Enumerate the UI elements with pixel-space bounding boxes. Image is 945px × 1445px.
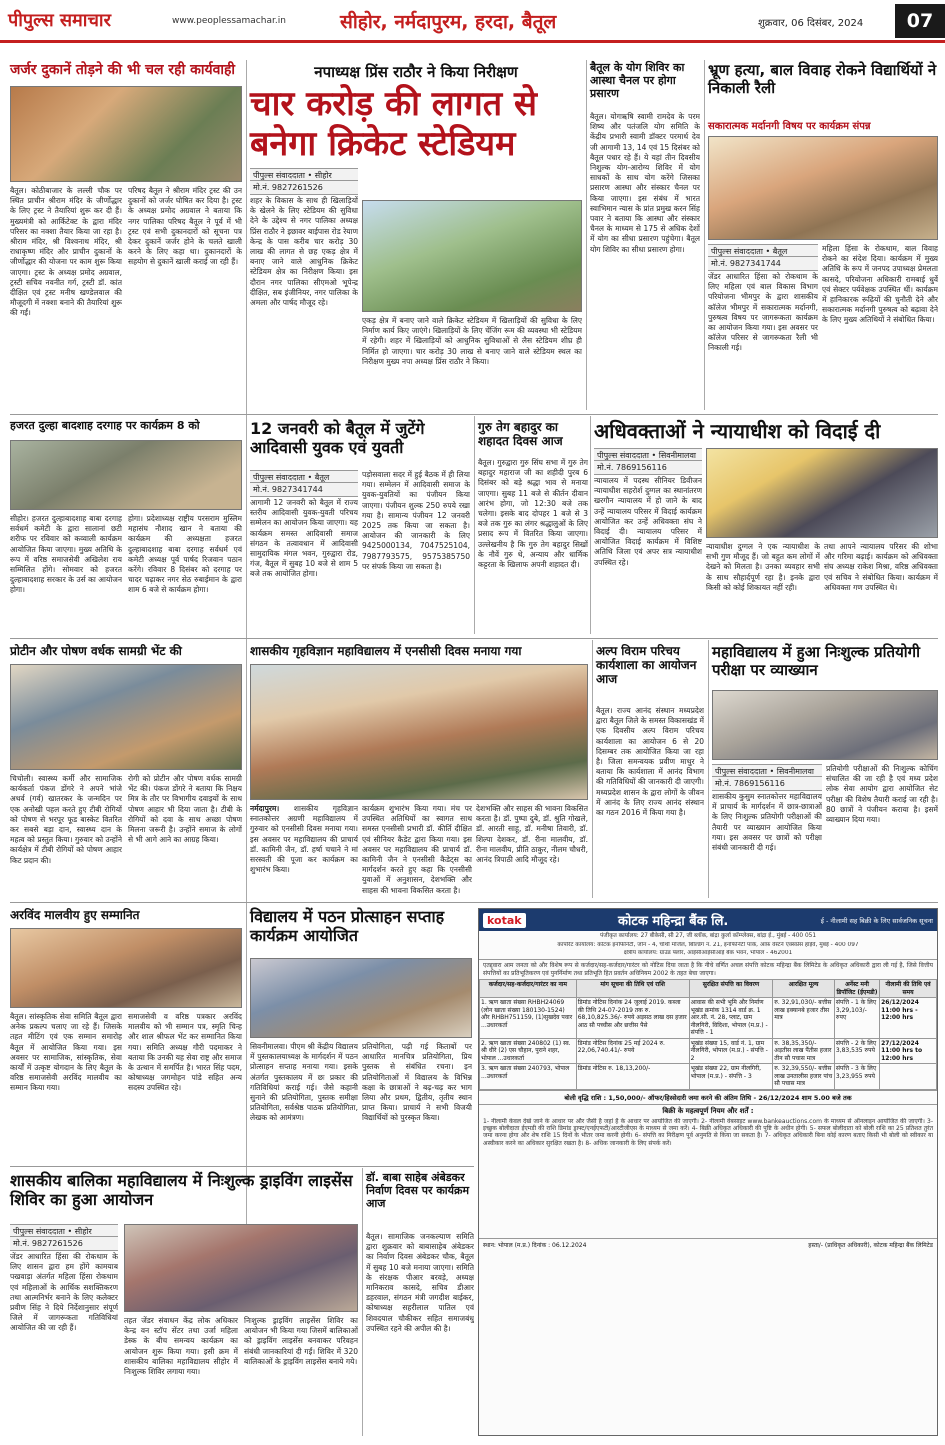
col-demand: मांग सूचना की तिथि एवं राशि	[576, 980, 689, 998]
ambedkar-body: बैतूल। सामाजिक जनकल्याण समिति द्वारा शुक्रवार को बाबासाहेब अंबेडकर का निर्वाण दिवस अंबेडकर चौक, बैतूल में सुबह 10 बजे मनाया जाएगा। समिति के संरक्षक पीआर बरवड़े, अध्यक्ष मानिकराव कासदे, सचिव डीआर डहरवाल, संगठन मंत्री जगदीश बाईकर, कोषाध्यक्ष सहरीलाल पातिल एवं शिवदयाल चौकीकर सहित समाजबंधु उपस्थित रहने की अपील की है।	[366, 1232, 474, 1333]
column-rule	[362, 1168, 363, 1436]
farewell-body-2: न्यायाधीश दुग्गल ने एक न्यायाधीश के सभी गुण मौजूद हैं। जो बहुत कम लोगों में देखने को मिलता है। उनका व्यवहार सभी के साथ सौहार्दपूर्ण रहा है। इनके द्वारा किसी को कोई शिकायत नहीं रही।	[706, 542, 820, 592]
licence-camp-headline: शासकीय बालिका महाविद्यालय में निःशुल्क ड्राइविंग लाइसेंस शिविर का हुआ आयोजन	[10, 1171, 353, 1209]
row-demand: डिमांड नोटिस दिनांक 25 मई 2024 रु. 22,06,740.41/- रुपये	[576, 1038, 689, 1064]
honour-body-1: बैतूल। सांस्कृतिक सेवा समिति बैतूल द्वारा अनेक प्रकल्प चलाए जा रहे हैं। जिसके तहत मीटिंग एवं एक सम्मान समारोह बैतूल में आयोजित किया गया। इस अवसर पर सामाजिक, सांस्कृतिक, सेवा कार्यों में उत्कृष्ट योगदान के लिए बैतूल के वरिष्ठ समाजसेवी अरविंद मालवीय का सम्मान किया गया।	[10, 1012, 122, 1093]
reading-week-photo	[250, 958, 472, 1038]
tribal-headline: 12 जनवरी को बैतूल में जुटेंगे आदिवासी युवक एवं युवती	[250, 419, 425, 457]
ad-footer	[479, 1238, 937, 1251]
rally-body-1: जेंडर आधारित हिंसा को रोकथाम के लिए महिला एवं बाल विकास विभाग परियोजना भीमपुर के द्वारा शासकीय कॉलेज भीमपुर में सकारात्मक मर्दानगी, पुरुषत्व विषय पर जागरूकता कार्यक्रम का आयोजन किया गया। इस अवसर पर कॉलेज परिसर से जागरूकता रैली भी निकाली गई।	[708, 272, 818, 353]
stadium-inspection-photo	[362, 200, 582, 312]
stadium-mobile: मो.नं. 9827261526	[250, 180, 358, 195]
dargah-body-1: सीहोर। हजरत दुल्हाबादशाह बाबा दरगाह सर्वधर्म कमेटी के द्वारा सालानां छटी शरीफ पर रविवार को कव्वाली कार्यक्रम आयोजित किया जाएगा। मुख्य अतिथि के रूप में वरिष्ठ समाजसेवी अखिलेश राय सम्मिलित होंगे। सोमवार को हजरत दुल्हाबादशाह सरकार के उर्स का आयोजन होगा।	[10, 514, 122, 595]
column-rule	[592, 640, 593, 898]
row-emd: संपत्ति - 1 के लिए 3,29,103/- रुपए	[834, 998, 879, 1039]
farewell-mobile: मो.नं. 7869156116	[594, 460, 702, 475]
exam-body-2: प्रतियोगी परीक्षाओं की निःशुल्क कोचिंग संचालित की जा रही है एवं मध्य प्रदेश लोक सेवा आयोग द्वारा आयोजित सेट परीक्षा की विशेष तैयारी कराई जा रही है। 80 छात्रों ने पंजीयन कराया है। इसमें व्याख्यान दिया गया।	[826, 764, 938, 825]
rally-byline: पीपुल्स संवाददाता • बैतूल	[708, 244, 818, 259]
farewell-byline: पीपुल्स संवाददाता • सिवनीमालवा	[594, 448, 702, 463]
row-property: आवास की सभी भूमि और निर्माण भूखंड क्रमांक 1314 वार्ड क्र. 1 आर.सी. नं. 28, प्लाट, ग्राम नीलगिरी, विदिशा, भोपाल (म.प्र.) - संपत्ति - 1	[689, 998, 773, 1039]
bid-increment-line: बोली वृद्धि राशि : 1,50,000/- ऑफर/हिस्सेदारी जमा करने की अंतिम तिथि - 26/12/2024 शाम 5.00 बजे तक	[479, 1090, 937, 1105]
reading-week-headline: विद्यालय में पठन प्रोत्साहन सप्ताह कार्यक्रम आयोजित	[250, 907, 445, 945]
rally-mobile: मो.नं. 9827341744	[708, 256, 818, 271]
protein-body-1: चिचोली। स्वास्थ्य कर्मी और सामाजिक कार्यकर्ता पंकज डोंगरे ने अपने भांजे अथर्व (गर्व) खातरकर के जन्मदिन पर एक अनोखी पहल करते हुए टीबी रोगियों को पोषण से भरपूर फूड बास्केट वितरित कर सबसे बड़ा दान, स्वास्थ्य दान के महत्व को प्रस्तुत किया। गुरुवार को उन्होंने कार्यक्षेत्र में टीबी रोगियों को पोषण आहार किट प्रदान की।	[10, 774, 122, 865]
newspaper-url[interactable]: www.peoplessamachar.in	[172, 16, 286, 26]
section-rule	[10, 1166, 474, 1167]
row-auction: 27/12/2024 11:00 hrs to 12:00 hrs	[880, 1038, 937, 1064]
licence-body-1: जेंडर आधारित हिंसा की रोकथाम के लिए शासन द्वारा हम होंगे कामयाब पखवाड़ा अंतर्गत महिला हिंसा रोकथाम एवं महिलाओं के आर्थिक सशक्तिकरण तथा आत्मनिर्भर बनाने के लिए कलेक्टर प्रवीण सिंह ने दिये निर्देशानुसार संपूर्ण जिले में जागरूकता गतिविधियां आयोजित की जा रही हैं।	[10, 1252, 118, 1333]
row-demand: डिमांड नोटिस दिनांक 24 जुलाई 2019. कब्जा की तिथि 24-07-2019 तक रु. 68,10,825.36/- रुपये अड़सठ लाख दस हजार आठ सौ पच्चीस और छत्तीस पैसे	[576, 998, 689, 1039]
exam-lecture-photo	[712, 690, 938, 760]
ncc-body-3: देशभक्ति और साहस की भावना विकसित करता है। डॉ. पुष्पा दुबे, डॉ. श्रुति गोखले, डॉ. आरती साहू, डॉ. मनीषा तिवारी, डॉ. शिल्पा देशकर, डॉ. रीना मालवीय, डॉ. रीना मालवीय, प्रीति ठाकुर, नीलम चौधरी, आनंद त्रिपाठी आदि मौजूद रहे।	[476, 804, 588, 865]
row-borrower: 3. ऋण खाता संख्या 240793, भोपाल ...उधारकर्ता	[480, 1064, 577, 1090]
col-borrower: कर्जदार/सह-कर्जदार/गारंटर का नाम	[480, 980, 577, 998]
col-emd: अर्नेस्ट मनी डिपॉजिट (ईएमडी)	[834, 980, 879, 998]
protein-distribution-photo	[10, 664, 242, 770]
exam-body-1: शासकीय कुसुम स्नातकोत्तर महाविद्यालय में प्राचार्य के मार्गदर्शन में छात्र-छात्राओं के लिए निःशुल्क प्रतियोगी परीक्षाओं की तैयारी पर व्याख्यान आयोजित किया गया। इस अवसर पर छात्रों को परीक्षा संबंधी जानकारी दी गई।	[712, 792, 822, 853]
dargah-photo	[10, 440, 242, 510]
licence-byline: पीपुल्स संवाददाता • सीहोर	[10, 1224, 118, 1239]
row-auction: 26/12/2024 11:00 hrs - 12:00 hrs	[880, 998, 937, 1039]
page-number: 07	[895, 4, 945, 38]
edition-districts: सीहोर, नर्मदापुरम, हरदा, बैतूल	[340, 11, 557, 33]
column-rule	[474, 416, 475, 634]
exam-byline: पीपुल्स संवाददाता • सिवनीमालवा	[712, 764, 822, 779]
row-borrower: 2. ऋण खाता संख्या 240802 (1) स्व. श्री धीरे (2) एस चौहान, पुराने शहर, भोपाल ...उधारकर्ता	[480, 1038, 577, 1064]
issue-date: शुक्रवार, 06 दिसंबर, 2024	[758, 18, 864, 29]
story-demolition-body-1: बैतूल। कोठीबाजार के लल्ली चौक पर स्थित प्राचीन श्रीराम मंदिर के जीर्णोद्धार के लिए ट्रस्ट ने तैयारियां शुरू कर दी हैं। मुख्यमंत्री को आर्किटेक्ट के द्वारा मंदिर परिसर का नक्शा तैयार किया जा रहा है। श्रीराम मंदिर, श्री विश्वनाथ मंदिर, श्री राधाकृष्ण मंदिर और प्राचीन दुकानों के जीर्णोद्धार की योजना पर काम शुरू किया जाएगा। ट्रस्ट के अध्यक्ष प्रमोद अग्रवाल, ट्रस्टी सचिव नवनीत गर्ग, ट्रस्टी डॉ. कांत दीक्षित एवं ट्रस्ट मनीष खण्डेलवाल की मौजूदगी में नक्शा बनाने की तैयारियां शुरू की गईं।	[10, 186, 122, 318]
yoga-body: बैतूल। योगऋषि स्वामी रामदेव के परम शिष्य और पतंजलि योग समिति के केंद्रीय प्रभारी स्वामी डॉक्टर परमार्थ देव जी आगामी 13, 14 एवं 15 दिसंबर को बैतूल पधार रहे हैं। ये यहां तीन दिवसीय निशुल्क योग-आरोग्य शिविर में योग साधकों के साथ योग करेंगे जिसका प्रसारण आस्था और संस्कार चैनल पर किया जाएगा। इस संबंध में भारत स्वाभिमान न्यास के प्रांत प्रमुख करन सिंह पवार ने बताया कि आस्था और संस्कार चैनल के माध्यम से 175 से अधिक देशों में योग का सीधा प्रसारण पहुंचेगा। बैतूल योग शिविर का सीधा प्रसारण होगा।	[590, 112, 700, 254]
ad-signature: हस्ता/- (प्राधिकृत अधिकारी), कोटक महिन्द्रा बैंक लिमिटेड	[808, 1241, 933, 1249]
masthead-rule	[0, 40, 945, 43]
tribal-body-1: आगामी 12 जनवरी को बैतूल में राज्य स्तरीय आदिवासी युवक-युवती परिचय सम्मेलन का आयोजन किया जाएगा। यह कार्यक्रम समस्त आदिवासी समाज संगठन के तत्वावधान में आदिवासी सामुदायिक मंगल भवन, गुरुद्वारा रोड, गंज, बैतूल में सुबह 10 बजे से शाम 5 बजे तक आयोजित होगा।	[250, 498, 358, 579]
terms-title: बिक्री के महत्वपूर्ण नियम और शर्तें :	[662, 1106, 754, 1115]
column-rule	[246, 60, 247, 1270]
farewell-body-1: न्यायालय में पदस्थ सीनियर डिवीजन न्यायाधीश सहरोर्श दुग्गल का स्थानांतरण खरगौन न्यायालय में हो जाने के बाद उन्हें न्यायालय परिसर में विदाई कार्यक्रम आयोजित कर उन्हें अधिवक्ता संघ ने विदाई दी। न्यायालय परिसर में आयोजित विदाई कार्यक्रम में विशिष्ट अतिथि जिला एवं अपर सत्र न्यायाधीश उपस्थित रहे।	[594, 476, 702, 567]
exam-mobile: मो.नं. 7869156116	[712, 776, 822, 791]
farewell-body-3: तथा आपने न्यायालय परिसर की शोभा और गरिमा बढ़ाई। कार्यक्रम को अधिवक्ता संघ अध्यक्ष राकेश मिश्रा, वरिष्ठ अधिवक्ता एवं सचिव ने संबोधित किया। कार्यक्रम में अधिवक्ता गण उपस्थित थे।	[824, 542, 938, 592]
rally-kicker: सकारात्मक मर्दानगी विषय पर कार्यक्रम संपन्न	[708, 121, 871, 132]
kotak-logo: kotak	[483, 913, 526, 928]
farewell-headline: अधिवक्ताओं ने न्यायाधीश को विदाई दी	[594, 419, 881, 443]
section-rule	[10, 638, 938, 639]
stadium-body-1: शहर के विकास के साथ ही खिलाड़ियों के खेलने के लिए स्टेडियम की सुविधा देने के उद्देश्य से नगर पालिका अध्यक्ष प्रिंस राठौर ने इछावर बाईपास रोड रेयाण केन्द्र के पास करीब चार करोड़ 30 लाख की लागत से छह एकड़ क्षेत्र में बनाए जाने वाले आधुनिक क्रिकेट स्टेडियम क्षेत्र का निरीक्षण किया। इस दौरान नगर पालिका सीएमओ भूपेन्द्र दीक्षित, सब इंजीनियर, नगर पालिका के अमला और पार्षद मौजूद रहे।	[250, 196, 358, 308]
column-rule	[590, 416, 591, 634]
protein-body-2: रोगी को प्रोटीन और पोषण वर्धक सामग्री भेंट की। पंकज डोंगरे ने बताया कि निक्षय मित्र के तौर पर विभागीय दवाइयों के साथ पोषण आहार भी दिया जाता है। टीबी के रोगियों को दवा के साथ अच्छा पोषण मिलना जरूरी है। उन्होंने समाज के लोगों से भी आगे आने का आग्रह किया।	[128, 774, 242, 845]
row-emd: संपत्ति - 2 के लिए 3,83,535 रुपये	[834, 1038, 879, 1064]
table-row	[480, 998, 937, 1039]
yoga-headline: बैतूल के योग शिविर का आस्था चैनल पर होगा प्रसारण	[590, 61, 685, 100]
stadium-byline: पीपुल्स संवाददाता • सीहोर	[250, 168, 358, 183]
row-reserve: रु. 32,91,030/- बत्तीस लाख इक्यानबे हजार तीस मात्र	[773, 998, 835, 1039]
tribal-mobile: मो.नं. 9827341744	[250, 482, 358, 497]
ncc-body-1-text: शासकीय गृहविज्ञान स्नातकोत्तर अग्रणी महाविद्यालय में गुरुवार को एनसीसी दिवस मनाया गया। इस अवसर पर महाविद्यालय की प्राचार्य डॉ. कामिनी जैन, डॉ. हर्षा चचाने ने मां सरस्वती की पूजा कर कार्यक्रम का शुभारंभ किया।	[250, 804, 358, 875]
row-property: भूखंड संख्या 22, ग्राम नीलगिरी, भोपाल (म.प्र.) - संपत्ति - 3	[689, 1064, 773, 1090]
bank-title: कोटक महिन्द्रा बैंक लि.	[618, 914, 729, 929]
honour-headline: अरविंद मालवीय हुए सम्मानित	[10, 908, 140, 922]
stadium-body-2: एकड़ क्षेत्र में बनाए जाने वाले क्रिकेट स्टेडियम में खिलाड़ियों की सुविधा के लिए निर्माण कार्य किए जाएंगे। खिलाड़ियों के लिए चेंजिंग रूम की व्यवस्था भी स्टेडियम में रहेगी। शहर में खिलाड़ियों को आधुनिक सुविधाओं से लैस स्टेडियम शीघ्र ही निर्मित हो जाएगा। चार करोड़ 30 लाख से बनाए जाने वाले स्टेडियम स्थल का निरीक्षण मुख्य नपा अध्यक्ष प्रिंस राठौर ने किया।	[362, 316, 582, 366]
newspaper-brand: पीपुल्स समाचार	[8, 10, 111, 31]
tribal-body-2: पड़ोसवाला सदर में हुई बैठक में ही लिया गया। सम्मेलन में आदिवासी समाज के युवक-युवतियों का पंजीयन किया जाएगा। पंजीयन शुल्क 250 रुपये रखा गया है। सामान्य पंजीयन 12 जनवरी 2025 तक किया जा सकता है। आयोजन की जानकारी के लिए 9425000134, 7047525104, 7987793575, 9575385750 पर संपर्क किया जा सकता है।	[362, 470, 470, 571]
row-reserve: रु. 32,39,550/- बत्तीस लाख उनतालीस हजार पांच सौ पचास मात्र	[773, 1064, 835, 1090]
bank-corporate-address: कार्पोरेट कार्यालय: कोटक इनफिनिटी, जोन - 4, चौथी मंजिल, बिल्डिंग नं. 21, इनफिनिटी पार्क, ऑफ़ वेस्टर्न एक्सप्रेस हाईवे, मुंबई - 400 097	[557, 942, 859, 949]
protein-headline: प्रोटीन और पोषण वर्धक सामग्री भेंट की	[10, 644, 182, 658]
rally-headline: भ्रूण हत्या, बाल विवाह रोकने विद्यार्थियों ने निकाली रैली	[708, 61, 937, 97]
story-demolition-headline: जर्जर दुकानें तोड़ने की भी चल रही कार्यवाही	[10, 62, 236, 78]
bank-auction-ad	[478, 908, 938, 1436]
exam-lecture-headline: महाविद्यालय में हुआ निःशुल्क प्रतियोगी परीक्षा पर व्याख्यान	[712, 643, 921, 679]
row-borrower: 1. ऋण खाता संख्या RHBH24069 (लोन खाता संख्या 180130-1524) और RHBH751159, (1)सुखदेव पवार ...उधारकर्ता	[480, 998, 577, 1039]
row-emd: संपत्ति - 3 के लिए 3,23,955 रुपये	[834, 1064, 879, 1090]
auction-table	[479, 979, 937, 1090]
row-property: भूखंड संख्या 15, वार्ड नं. 1, ग्राम नीलगिरी, भोपाल (म.प्र.) - संपत्ति - 2	[689, 1038, 773, 1064]
ncc-dateline: नर्मदापुरम।	[250, 804, 280, 813]
bank-regional-address: क्षेत्रीय कार्यालय: ग्राउंड फ्लोर, आईसीआईसीआई बैंक भवन, भोपाल - 462001	[623, 949, 793, 956]
licence-body-2: तहत जेंडर संवाधन केंद्र लोक अधिकार केन्द्र वन स्टॉप सेंटर तथा उर्जा महिला डेस्क के बीच समन्वय कार्यक्रम का आयोजन शुरू किया गया। इसी क्रम में शासकीय बालिका महाविद्यालय सीहोर में निःशुल्क शिविर लगाया गया।	[124, 1316, 238, 1377]
licence-body-3: निःशुल्क ड्राइविंग लाइसेंस शिविर का आयोजन भी किया गया जिसमें बालिकाओं को ड्राइविंग लाइसेंस बनवाकर परिवहन संबंधी जानकारियां दी गईं। शिविर में 320 बालिकाओं के ड्राइविंग लाइसेंस बनाये गये।	[244, 1316, 358, 1366]
auction-intro: एतद्द्वारा आम जनता को और विशेष रूप से कर्जदार/सह-कर्जदार/गारंटर को नोटिस दिया जाता है कि नीचे वर्णित अचल संपत्ति कोटक महिन्द्रा बैंक लिमिटेड के अधिकृत अधिकारी द्वारा ली गई है, जिसे वित्तीय संपत्तियों का प्रतिभूतिकरण एवं पुनर्निर्माण तथा प्रतिभूति हित प्रवर्तन अधिनियम 2002 के तहत बेचा जाएगा।	[479, 959, 937, 979]
stadium-headline: चार करोड़ की लागत से बनेगा क्रिकेट स्टेडियम	[250, 84, 537, 164]
ncc-headline: शासकीय गृहविज्ञान महाविद्यालय में एनसीसी दिवस मनाया गया	[250, 644, 522, 658]
ad-place-date: स्थान: भोपाल (म.प्र.) दिनांक : 06.12.2024	[483, 1241, 587, 1249]
story-demolition-body-2: परिषद बैतूल ने श्रीराम मंदिर ट्रस्ट की उन दुकानों को जर्जर घोषित कर दिया है। ट्रस्ट के अध्यक्ष प्रमोद अग्रवाल ने बताया कि नगर पालिका परिषद बैतूल ने पूर्व में भी ट्रस्ट एवं सभी दुकानदारों को सूचना पत्र देकर दुकानें जर्जर होने के चलते खाली करने के लिए कहा था। दुकानदारों के सहयोग से दुकानें खाली कराई जा रही हैं।	[128, 186, 242, 267]
reading-week-body-2: प्रतियोगिता, पढ़ी गई किताबों पर आधारित मानचित्र प्रतियोगिता, प्रिय पुस्तक से संबंधित रचना। इन प्रतियोगिताओं में विद्यालय के विभिन्न कक्षा के छात्राओं ने बढ़-चढ़ कर भाग लिया और प्रथम, द्वितीय, तृतीय स्थान प्राप्त किया। प्राचार्य ने सभी विजयी विद्यार्थियों को पुरस्कृत किया।	[362, 1042, 472, 1123]
col-property: सुरक्षित संपत्ति का विवरण	[689, 980, 773, 998]
licence-mobile: मो.नं. 9827261526	[10, 1236, 118, 1251]
workshop-body: बैतूल। राज्य आनंद संस्थान मध्यप्रदेश द्वारा बैतूल जिले के समस्त विकासखंड में एक दिवसीय अल्प विराम परिचय कार्यशाला का आयोजन 6 से 20 दिसम्बर तक आयोजित किया जा रहा है। जिला समन्वयक प्रवीण माथुर ने बताया कि कार्यशाला में आनंद विभाग की गतिविधियों की जानकारी दी जाएगी। मध्यप्रदेश शासन के द्वारा लोगों के जीवन में आनंद के लिए राज्य आनंद संस्थान का गठन 2016 में किया गया है।	[596, 706, 704, 818]
shop-street-photo	[10, 86, 242, 182]
stadium-kicker: नपाध्यक्ष प्रिंस राठौर ने किया निरीक्षण	[314, 63, 518, 81]
col-auction-date: नीलामी की तिथि एवं समय	[880, 980, 937, 998]
col-reserve: आरक्षित मूल्य	[773, 980, 835, 998]
ncc-body-1	[250, 804, 358, 898]
row-auction	[880, 1064, 937, 1090]
honour-body-2: समाजसेवी व वरिष्ठ पत्रकार अरविंद मालवीय को भी सम्मान पत्र, स्मृति चिन्ह और शाल श्रीफल भेंट कर सम्मानित किया गया। समिति अध्यक्ष गौरी पदमाकर ने बताया कि उनकी यह सेवा राष्ट्र और समाज के उत्थान में समर्पित है। भारत सिंह पदम, कोषाध्यक्ष जगमोहन पांडे सहित अन्य सदस्य उपस्थित रहे।	[128, 1012, 242, 1093]
guru-headline: गुरु तेग बहादुर का शहादत दिवस आज	[478, 420, 563, 449]
section-rule	[10, 414, 938, 415]
terms-body: 1- नीलामी केवल देखे जाने के आधार पर और जैसी है जहां है के आधार पर आयोजित की जाएगी। 2- नीलामी वेबसाइट www.bankeauctions.com के माध्यम से ऑनलाइन आयोजित की जाएगी। 3- इच्छुक बोलीदाता ईएमडी की राशि डिमांड ड्राफ्ट/एनईएफटी/आरटीजीएस के माध्यम से जमा करें। 4- बिक्री अधिकृत अधिकारी की पुष्टि के अधीन होगी। 5- सफल बोलीदाता को बोली राशि का 25 प्रतिशत तुरंत जमा करना होगा और शेष राशि 15 दिनों के भीतर जमा करनी होगी। 6- संपत्ति का निरीक्षण पूर्व अनुमति से किया जा सकता है। 7- अधिकृत अधिकारी बिना कोई कारण बताए किसी भी बोली को स्वीकार या अस्वीकार करने का अधिकार सुरक्षित रखता है। 8- अधिक जानकारी के लिए संपर्क करें।	[483, 1117, 934, 1147]
tribal-byline: पीपुल्स संवाददाता • बैतूल	[250, 470, 358, 485]
dargah-headline: हजरत दुल्हा बादशाह दरगाह पर कार्यक्रम 8 को	[10, 419, 200, 432]
dargah-body-2: होगा। प्रदेशाध्यक्ष राष्ट्रीय परसराम मुस्लिम महासंघ नौशाद खान ने बताया की कार्यक्रम की अध्यक्षता हजरत दुल्हाबादशाह बाबा दरगाह सर्वधर्म एवं कमेटी अध्यक्ष पूर्व पार्षद रिजवान पठान करेंगे। रविवार 8 दिसंबर को दरगाह पर चादर चढ़ाकर नगर सेठ रुबाईमान के द्वारा शाम 6 बजे से कार्यक्रम होगा।	[128, 514, 242, 595]
section-rule	[10, 902, 938, 903]
column-rule	[586, 60, 587, 410]
ncc-group-photo	[250, 664, 588, 800]
row-demand: डिमांड नोटिस रु. 18,13,200/-	[576, 1064, 689, 1090]
table-row	[480, 1038, 937, 1064]
licence-camp-photo	[124, 1224, 358, 1312]
reading-week-body-1: सिवनीमालवा। पीएम श्री केंद्रीय विद्यालय में पुस्तकालयाध्यक्ष के मार्गदर्शन में पठन प्रोत्साहन सप्ताह मनाया गया। इसके अंतर्गत पुस्तकालय में छः प्रकार की गतिविधियां कराई गई। जैसे कहानी सुनाने की प्रतियोगिता, पुस्तक समीक्षा प्रतियोगिता, सर्वश्रेष्ठ पाठक प्रतियोगिता, लेखक को आमंत्रण।	[250, 1042, 358, 1123]
honour-photo	[10, 928, 242, 1008]
workshop-headline: अल्प विराम परिचय कार्यशाला का आयोजन आज	[596, 644, 697, 687]
row-reserve: रु. 38,35,350/- अड़तीस लाख पैंतीस हजार तीन सौ पचास मात्र	[773, 1038, 835, 1064]
guru-body: बैतूल। गुरुद्वारा गुरु सिंघ सभा में गुरु तेग बहादुर महाराज जी का शहीदी पुरब 6 दिसंबर को बड़े श्रद्धा भाव से मनाया जाएगा। सुबह 11 बजे से कीर्तन दीवान आरंभ होगा, जो 12:30 बजे तक चलेगा। इसके बाद दोपहर 1 बजे से 3 बजे तक गुरु का लंगर श्रद्धालुओं के लिए प्रसाद रूप में वितरित किया जाएगा। उल्लेखनीय है कि गुरु तेग बहादुर सिखों के नौवें गुरु थे, अन्याय और धार्मिक कट्टरता के खिलाफ अपनी शहादत दी।	[478, 458, 588, 570]
auction-notice-title: ई - नीलामी सह बिक्री के लिए सार्वजनिक सूचना	[820, 916, 933, 925]
column-rule	[704, 60, 705, 410]
bank-registered-address: पंजीकृत कार्यालय: 27 बीकेसी, सी 27, जी ब्लॉक, बांद्रा कुर्ला कॉम्प्लेक्स, बांद्रा ई., मुंबई - 400 051	[599, 933, 817, 939]
ambedkar-headline: डॉ. बाबा साहेब अंबेडकर निर्वाण दिवस पर कार्यक्रम आज	[366, 1171, 470, 1210]
table-row	[480, 1064, 937, 1090]
ncc-body-2: कार्यक्रम शुभारंभ किया गया। मंच पर उपस्थित अतिथियों का स्वागत साथ समस्त एनसीसी प्रभारी डॉ. कीर्ति दीक्षित एवं सीनियर कैडेट द्वारा किया गया। इस अवसर पर महाविद्यालय की प्राचार्य डॉ. कामिनी जैन ने एनसीसी कैडेट्स का मार्गदर्शन करते हुए कहा कि एनसीसी युवाओं में अनुशासन, देशभक्ति और साहस की भावना विकसित करता है।	[362, 804, 472, 895]
column-rule	[708, 640, 709, 898]
farewell-photo	[706, 448, 938, 538]
rally-body-2: महिला हिंसा के रोकथाम, बाल विवाह रोकने का संदेश दिया। कार्यक्रम में मुख्य अतिथि के रूप में जनपद उपाध्यक्ष प्रेमलता कासदे, परियोजना अधिकारी रामबाई धुर्वे एवं सेक्टर पर्यवेक्षक उपस्थित थीं। कार्यक्रम में हानिकारक रूढ़ियों की चुनौती देने और सकारात्मक मर्दानगी पुरुषत्व को बढ़ावा देने के लिए मुख्य अतिथियों ने संबोधित किया।	[822, 244, 938, 325]
rally-students-photo	[708, 136, 938, 240]
